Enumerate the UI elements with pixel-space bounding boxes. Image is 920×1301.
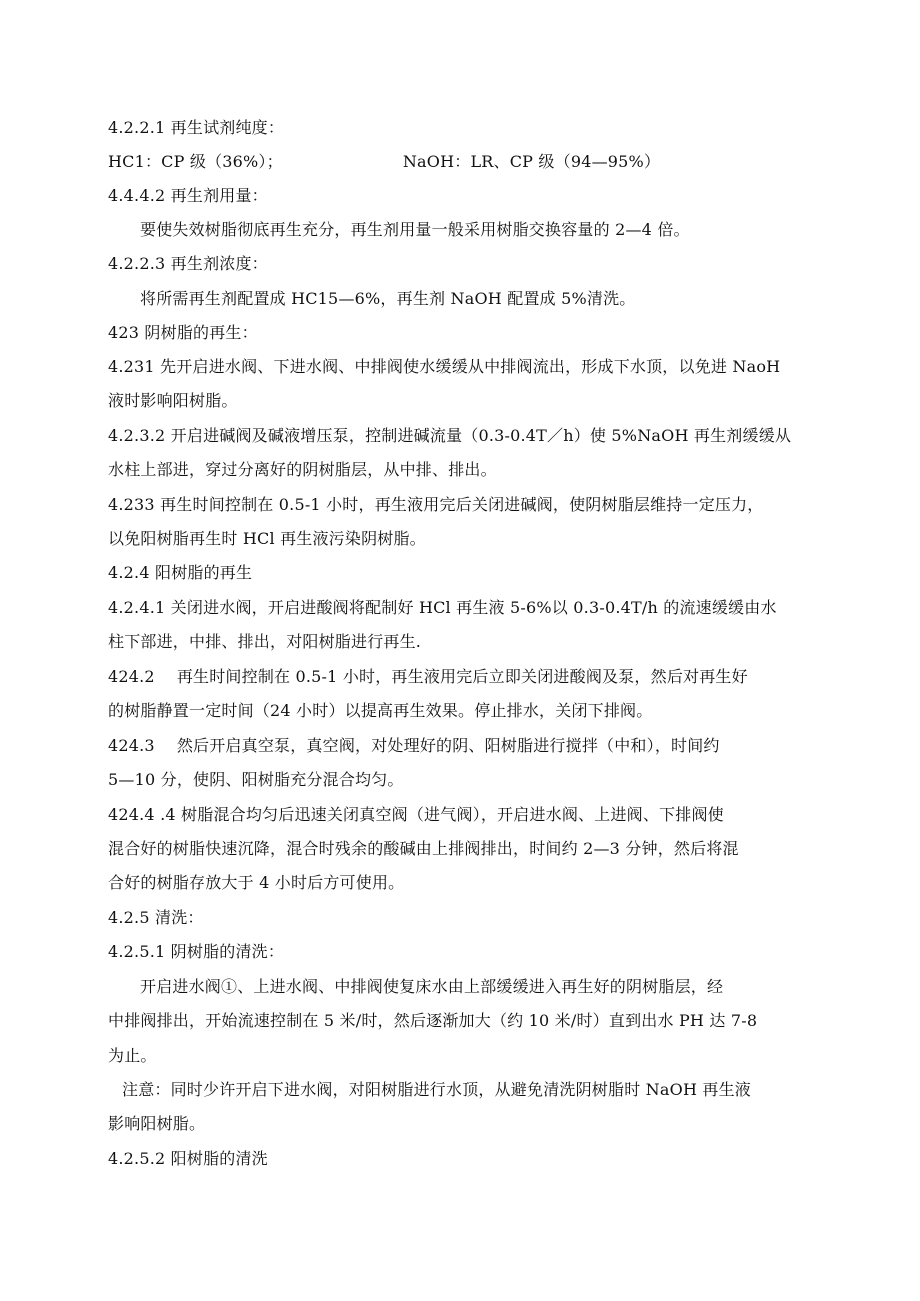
paragraph-4242-line1 [108, 666, 814, 688]
paragraph-anion-wash-line2: 中排阀排出，开始流速控制在 5 米/时，然后逐渐加大（约 10 米/时）直到出水 PH 达 7-8 [108, 1011, 758, 1030]
naoh-purity: NaOH：LR、CP 级（94—95%） [402, 152, 661, 171]
paragraph-4241-line1: 4.2.4.1 关闭进水阀，开启进酸阀将配制好 HCl 再生液 5-6%以 0.3-0.4T/h 的流速缓缓由水 [108, 598, 777, 617]
paragraph-4244-line1: 424.4 .4 树脂混合均匀后迅速关闭真空阀（进气阀），开启进水阀、上进阀、下排阀使 [108, 805, 724, 824]
purity-line [108, 151, 814, 173]
heading-4-2-2-1: 4.2.2.1 再生试剂纯度： [108, 118, 285, 137]
item-number: 424.2 [108, 667, 155, 686]
paragraph-4244-line3: 合好的树脂存放大于 4 小时后方可使用。 [108, 873, 405, 892]
paragraph-anion-wash-line1: 开启进水阀①、上进水阀、中排阀使复床水由上部缓缓进入再生好的阴树脂层，经 [140, 977, 724, 996]
paragraph-4232-line2: 水柱上部进，穿过分离好的阴树脂层，从中排、排出。 [108, 460, 497, 479]
heading-4-2-2-3: 4.2.2.3 再生剂浓度： [108, 254, 268, 273]
item-text: 然后开启真空泵，真空阀，对处理好的阴、阳树脂进行搅拌（中和），时间约 [176, 736, 720, 755]
paragraph-4244-line2: 混合好的树脂快速沉降，混合时残余的酸碱由上排阀排出，时间约 2—3 分钟，然后将混 [108, 839, 739, 858]
paragraph-4243-line2: 5—10 分，使阴、阳树脂充分混合均匀。 [108, 770, 404, 789]
paragraph-4231-line1: 4.231 先开启进水阀、下进水阀、中排阀使水缓缓从中排阀流出，形成下水顶，以免进 NaoH [108, 357, 781, 376]
paragraph-4242-line2: 的树脂静置一定时间（24 小时）以提高再生效果。停止排水，关闭下排阀。 [108, 701, 653, 720]
paragraph-4243-line1 [108, 735, 814, 757]
paragraph-dosage: 要使失效树脂彻底再生充分，再生剂用量一般采用树脂交换容量的 2—4 倍。 [140, 220, 690, 239]
item-number: 424.3 [108, 736, 155, 755]
paragraph-4233-line2: 以免阳树脂再生时 HCl 再生液污染阴树脂。 [108, 529, 426, 548]
paragraph-4231-line2: 液时影响阳树脂。 [108, 391, 238, 410]
paragraph-4232-line1: 4.2.3.2 开启进碱阀及碱液增压泵，控制进碱流量（0.3-0.4T／h）使 5%NaOH 再生剂缓缓从 [108, 426, 792, 445]
heading-423: 423 阴树脂的再生： [108, 323, 258, 342]
paragraph-anion-wash-line3: 为止。 [108, 1046, 157, 1065]
heading-4-2-4: 4.2.4 阳树脂的再生 [108, 563, 253, 582]
note-line2: 影响阳树脂。 [108, 1114, 206, 1133]
heading-4-2-5-1: 4.2.5.1 阴树脂的清洗： [108, 942, 285, 961]
heading-4-4-4-2: 4.4.4.2 再生剂用量： [108, 186, 268, 205]
paragraph-4233-line1: 4.233 再生时间控制在 0.5-1 小时，再生液用完后关闭进碱阀，使阴树脂层维持一定压力， [108, 495, 764, 514]
heading-4-2-5-2: 4.2.5.2 阳树脂的清洗 [108, 1149, 268, 1168]
paragraph-4241-line2: 柱下部进，中排、排出，对阳树脂进行再生. [108, 632, 422, 651]
item-text: 再生时间控制在 0.5-1 小时，再生液用完后立即关闭进酸阀及泵，然后对再生好 [176, 667, 748, 686]
hcl-purity: HC1：CP 级（36%）； [108, 152, 283, 171]
note-line1: 注意：同时少许开启下进水阀，对阳树脂进行水顶，从避免清洗阴树脂时 NaOH 再生液 [122, 1080, 751, 1099]
heading-4-2-5: 4.2.5 清洗： [108, 908, 204, 927]
paragraph-concentration: 将所需再生剂配置成 HC15—6%，再生剂 NaOH 配置成 5%清洗。 [140, 289, 636, 308]
